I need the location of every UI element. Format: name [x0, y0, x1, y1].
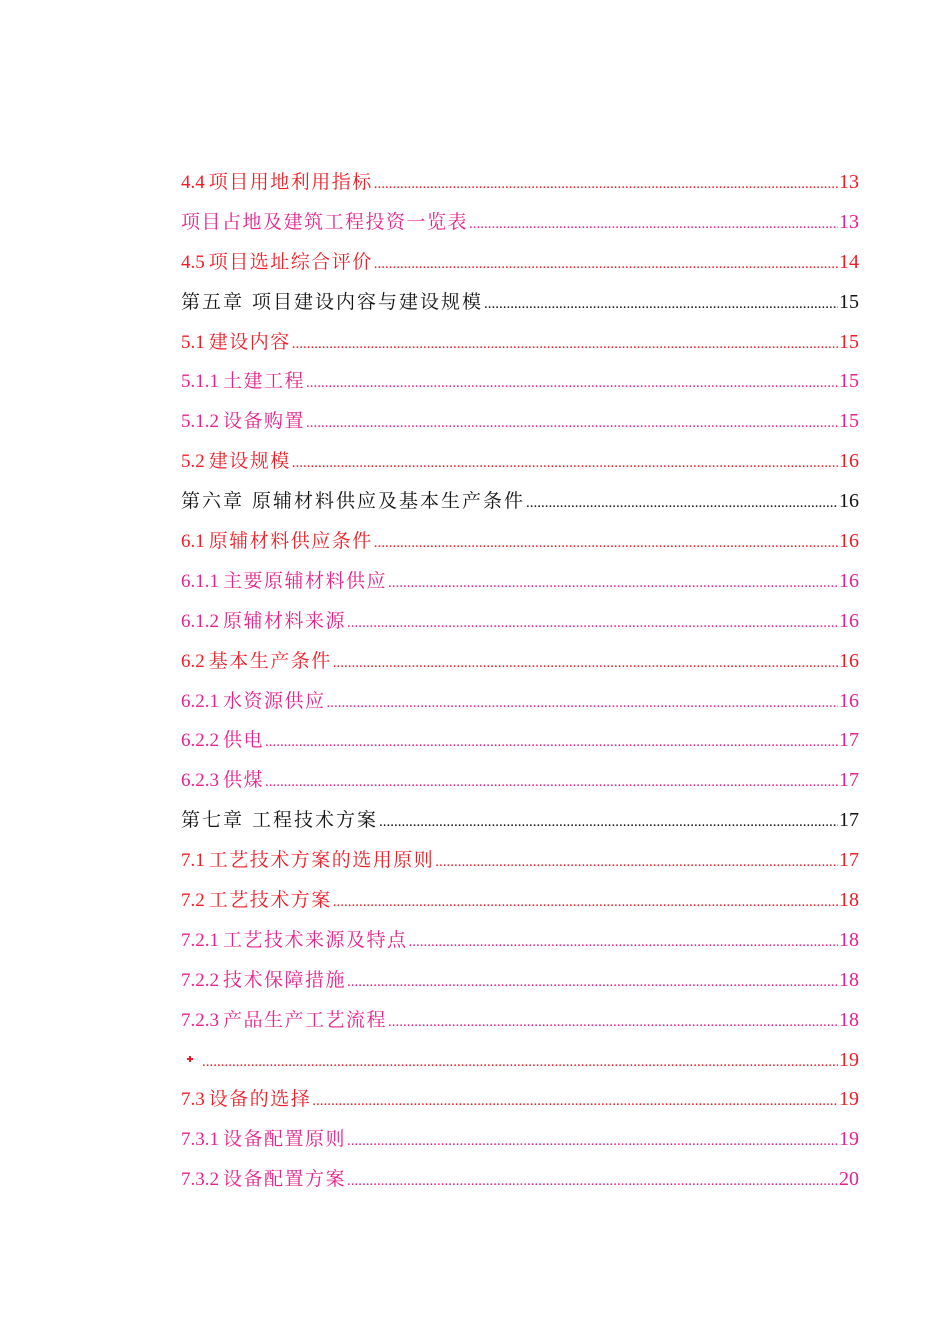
toc-page-number: 16	[839, 609, 859, 632]
toc-entry-text: 设备的选择	[208, 1088, 312, 1111]
toc-page-number: 17	[839, 729, 859, 752]
toc-entry-number: 6.2	[181, 650, 205, 672]
dot-leader	[333, 883, 838, 923]
dot-leader	[292, 444, 838, 484]
dot-leader	[202, 1043, 838, 1083]
toc-entry-number: 5.1.2	[181, 411, 219, 433]
dot-leader	[388, 564, 838, 604]
toc-entry[interactable]	[181, 163, 859, 203]
toc-entry[interactable]	[181, 1041, 859, 1081]
toc-entry-number: 7.2	[181, 890, 205, 912]
toc-entry-title	[181, 642, 332, 682]
toc-entry-text: 主要原辅材料供应	[223, 569, 388, 592]
toc-entry-number: 6.2.1	[181, 690, 219, 712]
toc-entry[interactable]	[181, 243, 859, 283]
toc-page-number: 16	[839, 490, 859, 513]
toc-page-number: 17	[839, 849, 859, 872]
dot-leader	[306, 364, 838, 404]
toc-entry[interactable]	[181, 881, 859, 921]
toc-page-number: 16	[839, 450, 859, 473]
toc-entry-number: 7.1	[181, 850, 205, 872]
toc-page-number: 15	[839, 410, 859, 433]
dot-leader	[374, 165, 838, 205]
toc-entry-title	[181, 402, 305, 442]
toc-entry-text: 设备配置原则	[223, 1128, 347, 1151]
toc-entry[interactable]	[181, 1080, 859, 1120]
dot-leader	[333, 644, 838, 684]
toc-page-number: 16	[839, 689, 859, 712]
dot-leader	[347, 963, 838, 1003]
toc-page-number: 13	[839, 171, 859, 193]
toc-entry-title	[181, 801, 378, 841]
dot-leader	[379, 803, 838, 843]
toc-entry[interactable]	[181, 522, 859, 562]
toc-entry-title	[181, 761, 264, 801]
dot-leader	[469, 205, 838, 245]
toc-entry-title	[181, 323, 291, 363]
toc-entry-title	[181, 921, 408, 961]
toc-page-number: 14	[839, 250, 859, 273]
toc-entry-text: 项目用地利用指标	[208, 171, 373, 193]
toc-page-number: 17	[839, 809, 859, 832]
toc-entry-text: 工艺技术方案的选用原则	[208, 849, 435, 872]
toc-page-number: 15	[839, 370, 859, 393]
toc-entry-title	[181, 522, 373, 562]
toc-entry-title	[181, 1001, 387, 1041]
toc-page-number: 16	[839, 530, 859, 553]
toc-page-number: 18	[839, 889, 859, 912]
toc-entry-number: 7.3.2	[181, 1169, 219, 1191]
toc-entry[interactable]	[181, 402, 859, 442]
toc-entry-title	[181, 602, 346, 642]
toc-entry-text: 土建工程	[223, 370, 306, 393]
toc-entry[interactable]	[181, 602, 859, 642]
toc-entry-title	[181, 482, 525, 522]
toc-page-number: 20	[839, 1168, 859, 1191]
toc-page-number: 15	[839, 330, 859, 353]
toc-page-number: 16	[839, 649, 859, 672]
toc-entry-text: 原辅材料来源	[223, 609, 347, 632]
dot-leader	[409, 923, 838, 963]
toc-entry[interactable]	[181, 362, 859, 402]
toc-entry-number: 6.2.3	[181, 770, 219, 792]
toc-entry[interactable]	[181, 203, 859, 243]
toc-page-number: 18	[839, 968, 859, 991]
dot-leader	[347, 604, 838, 644]
toc-entry-title	[181, 961, 346, 1001]
toc-entry-text: 第六章 原辅材料供应及基本生产条件	[181, 490, 526, 513]
toc-entry[interactable]	[181, 562, 859, 602]
toc-entry-text: 原辅材料供应条件	[208, 530, 373, 553]
toc-entry-title	[181, 163, 373, 203]
dot-leader	[347, 1162, 838, 1202]
toc-entry-text: 供电	[223, 729, 265, 752]
toc-page-number: 18	[839, 1008, 859, 1031]
toc-page-number: 19	[839, 1128, 859, 1151]
toc-entry-title	[181, 243, 373, 283]
toc-entry[interactable]	[181, 721, 859, 761]
toc-entry-number: 7.2.2	[181, 969, 219, 991]
toc-entry-text: 设备配置方案	[223, 1168, 347, 1191]
toc-entry-text: 项目选址综合评价	[208, 250, 373, 273]
toc-entry[interactable]	[181, 642, 859, 682]
dot-leader	[347, 1122, 838, 1162]
toc-entry[interactable]	[181, 921, 859, 961]
toc-page-number: 18	[839, 928, 859, 951]
toc-entry[interactable]	[181, 682, 859, 722]
toc-page-number: 19	[839, 1048, 859, 1071]
toc-entry-title	[181, 841, 434, 881]
toc-entry-text: 技术保障措施	[223, 968, 347, 991]
toc-entry-text: 工艺技术来源及特点	[223, 928, 408, 951]
toc-entry-number: 7.3.1	[181, 1129, 219, 1151]
toc-entry-title	[181, 1080, 311, 1120]
table-of-contents	[181, 163, 859, 1200]
toc-entry-title	[181, 203, 468, 243]
toc-entry-title	[181, 362, 305, 402]
dot-leader	[435, 843, 838, 883]
toc-entry-number: 6.1.2	[181, 610, 219, 632]
dot-leader	[306, 404, 838, 444]
toc-entry-number: 7.3	[181, 1089, 205, 1111]
toc-entry[interactable]	[181, 482, 859, 522]
toc-entry[interactable]	[181, 442, 859, 482]
bullet-marker-icon	[187, 1056, 193, 1062]
toc-entry-text: 供煤	[223, 769, 265, 792]
toc-entry-number: 7.2.1	[181, 929, 219, 951]
toc-entry[interactable]	[181, 761, 859, 801]
dot-leader	[265, 763, 838, 803]
toc-entry-text: 水资源供应	[223, 689, 326, 712]
dot-leader	[327, 684, 838, 724]
toc-entry[interactable]	[181, 283, 859, 323]
toc-entry[interactable]	[181, 961, 859, 1001]
toc-entry-text: 基本生产条件	[208, 649, 332, 672]
toc-entry[interactable]	[181, 1120, 859, 1160]
toc-entry-text: 设备购置	[223, 410, 306, 433]
toc-entry-title	[181, 1120, 346, 1160]
toc-entry-title	[181, 1160, 346, 1200]
toc-page-number: 19	[839, 1088, 859, 1111]
toc-entry-number: 6.1.1	[181, 570, 219, 592]
toc-entry-text: 项目占地及建筑工程投资一览表	[181, 210, 469, 233]
toc-entry[interactable]	[181, 323, 859, 363]
toc-page-number: 15	[839, 290, 859, 313]
toc-entry[interactable]	[181, 801, 859, 841]
toc-entry-number: 4.5	[181, 251, 205, 273]
toc-entry-text: 建设内容	[208, 330, 291, 353]
toc-entry[interactable]	[181, 1001, 859, 1041]
toc-entry-text: 产品生产工艺流程	[223, 1008, 388, 1031]
toc-entry-title	[181, 442, 291, 482]
toc-entry[interactable]	[181, 841, 859, 881]
toc-entry-number: 5.2	[181, 451, 205, 473]
toc-entry-title	[181, 721, 264, 761]
toc-page-number: 13	[839, 210, 859, 233]
toc-entry-number: 7.2.3	[181, 1009, 219, 1031]
toc-entry[interactable]	[181, 1160, 859, 1200]
toc-page-number: 17	[839, 769, 859, 792]
dot-leader	[265, 723, 838, 763]
toc-entry-number: 5.1.1	[181, 371, 219, 393]
toc-entry-number: 5.1	[181, 331, 205, 353]
toc-entry-text: 建设规模	[208, 450, 291, 473]
dot-leader	[388, 1003, 838, 1043]
dot-leader	[374, 524, 838, 564]
dot-leader	[526, 484, 838, 524]
toc-entry-text: 第五章 项目建设内容与建设规模	[181, 290, 484, 313]
toc-page-number: 16	[839, 569, 859, 592]
toc-entry-number: 6.1	[181, 531, 205, 553]
toc-entry-title	[181, 283, 483, 323]
dot-leader	[292, 325, 838, 365]
toc-entry-text: 工艺技术方案	[208, 889, 332, 912]
toc-entry-number: 4.4	[181, 172, 205, 193]
toc-entry-number: 6.2.2	[181, 730, 219, 752]
dot-leader	[484, 285, 838, 325]
dot-leader	[374, 245, 838, 285]
toc-entry-title	[181, 1041, 201, 1081]
toc-entry-text: 第七章 工程技术方案	[181, 809, 379, 832]
toc-entry-title	[181, 682, 326, 722]
dot-leader	[312, 1082, 838, 1122]
toc-entry-title	[181, 881, 332, 921]
toc-entry-title	[181, 562, 387, 602]
